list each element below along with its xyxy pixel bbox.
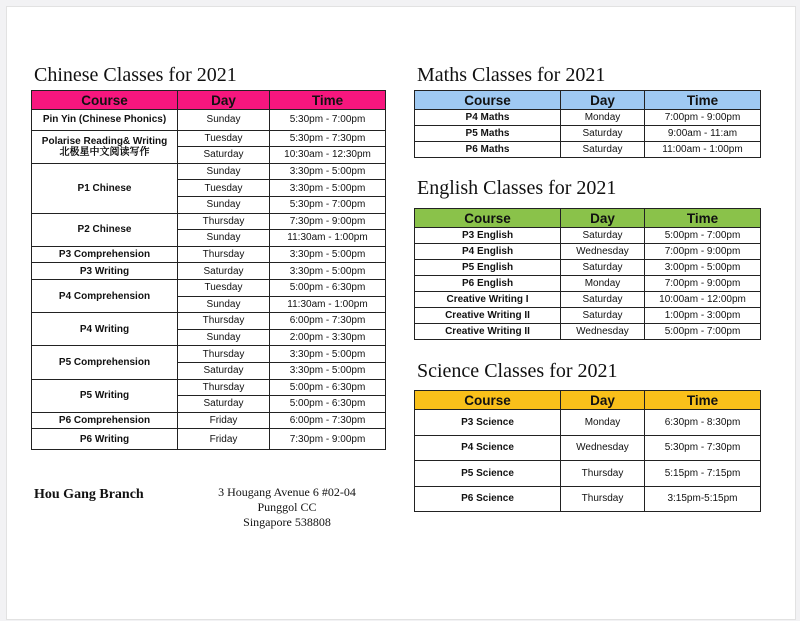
day-cell: Thursday bbox=[561, 461, 645, 487]
course-name-chinese: 北极星中文阅读写作 bbox=[59, 146, 150, 158]
time-cell: 3:30pm - 5:00pm bbox=[270, 263, 386, 280]
course-cell bbox=[32, 163, 178, 213]
course-cell: P4 Maths bbox=[415, 110, 561, 126]
time-cell: 3:30pm - 5:00pm bbox=[270, 362, 386, 379]
table-row bbox=[32, 130, 386, 147]
day-cell: Tuesday bbox=[178, 279, 270, 296]
table-row bbox=[415, 292, 761, 308]
course-cell bbox=[32, 279, 178, 312]
table-row bbox=[415, 244, 761, 260]
time-cell: 2:00pm - 3:30pm bbox=[270, 329, 386, 346]
table-row bbox=[32, 213, 386, 230]
day-header: Day bbox=[561, 209, 645, 228]
day-cell: Sunday bbox=[178, 163, 270, 180]
course-cell: P4 Science bbox=[415, 435, 561, 461]
table-row bbox=[32, 379, 386, 396]
day-cell: Saturday bbox=[561, 142, 645, 158]
course-cell bbox=[32, 412, 178, 429]
course-name: P4 Comprehension bbox=[58, 290, 151, 302]
day-header: Day bbox=[561, 91, 645, 110]
time-cell: 5:00pm - 7:00pm bbox=[645, 228, 761, 244]
course-cell bbox=[32, 263, 178, 280]
address-line: Punggol CC bbox=[257, 500, 317, 514]
course-cell: P5 Science bbox=[415, 461, 561, 487]
time-header: Time bbox=[270, 91, 386, 110]
course-cell bbox=[32, 213, 178, 246]
time-cell: 3:15pm-5:15pm bbox=[645, 486, 761, 512]
table-row bbox=[32, 110, 386, 131]
course-cell bbox=[32, 246, 178, 263]
table-row bbox=[415, 410, 761, 436]
course-cell bbox=[32, 379, 178, 412]
table-row bbox=[32, 346, 386, 363]
time-cell: 7:30pm - 9:00pm bbox=[270, 213, 386, 230]
day-cell: Thursday bbox=[178, 379, 270, 396]
time-cell: 11:00am - 1:00pm bbox=[645, 142, 761, 158]
course-cell: Creative Writing II bbox=[415, 308, 561, 324]
time-cell: 10:30am - 12:30pm bbox=[270, 147, 386, 164]
time-cell: 5:30pm - 7:30pm bbox=[645, 435, 761, 461]
time-cell: 7:00pm - 9:00pm bbox=[645, 110, 761, 126]
table-row bbox=[415, 435, 761, 461]
day-header: Day bbox=[178, 91, 270, 110]
day-cell: Sunday bbox=[178, 329, 270, 346]
time-cell: 3:30pm - 5:00pm bbox=[270, 163, 386, 180]
time-header: Time bbox=[645, 91, 761, 110]
time-cell: 5:00pm - 6:30pm bbox=[270, 279, 386, 296]
day-cell: Thursday bbox=[178, 346, 270, 363]
course-cell bbox=[32, 313, 178, 346]
course-cell: P6 Maths bbox=[415, 142, 561, 158]
course-name: Polarise Reading& Writing bbox=[41, 135, 168, 147]
day-cell: Saturday bbox=[561, 260, 645, 276]
header-row bbox=[415, 91, 761, 110]
time-cell: 6:00pm - 7:30pm bbox=[270, 313, 386, 330]
day-cell: Saturday bbox=[178, 147, 270, 164]
course-header: Course bbox=[415, 391, 561, 410]
branch-name: Hou Gang Branch bbox=[34, 487, 144, 502]
time-cell: 5:15pm - 7:15pm bbox=[645, 461, 761, 487]
day-cell: Sunday bbox=[178, 110, 270, 131]
day-cell: Thursday bbox=[178, 246, 270, 263]
timetable-page bbox=[6, 6, 796, 620]
day-cell: Sunday bbox=[178, 196, 270, 213]
course-header: Course bbox=[415, 209, 561, 228]
time-cell: 1:00pm - 3:00pm bbox=[645, 308, 761, 324]
course-name: P1 Chinese bbox=[77, 182, 132, 194]
time-cell: 6:00pm - 7:30pm bbox=[270, 412, 386, 429]
time-cell: 3:30pm - 5:00pm bbox=[270, 246, 386, 263]
time-cell: 3:30pm - 5:00pm bbox=[270, 346, 386, 363]
day-cell: Wednesday bbox=[561, 324, 645, 340]
day-cell: Saturday bbox=[561, 292, 645, 308]
chinese-table bbox=[31, 90, 386, 450]
time-header: Time bbox=[645, 209, 761, 228]
table-row bbox=[415, 110, 761, 126]
table-row bbox=[415, 260, 761, 276]
course-cell: P6 English bbox=[415, 276, 561, 292]
maths-table bbox=[414, 90, 761, 158]
day-cell: Monday bbox=[561, 110, 645, 126]
day-cell: Friday bbox=[178, 412, 270, 429]
table-row bbox=[32, 412, 386, 429]
table-row bbox=[415, 486, 761, 512]
time-cell: 9:00am - 11:am bbox=[645, 126, 761, 142]
day-cell: Thursday bbox=[178, 313, 270, 330]
course-name: P6 Writing bbox=[79, 433, 130, 445]
course-cell: P4 English bbox=[415, 244, 561, 260]
english-title: English Classes for 2021 bbox=[417, 177, 617, 199]
time-cell: 5:30pm - 7:30pm bbox=[270, 130, 386, 147]
course-cell bbox=[32, 130, 178, 163]
time-cell: 3:00pm - 5:00pm bbox=[645, 260, 761, 276]
day-cell: Saturday bbox=[178, 263, 270, 280]
time-cell: 7:00pm - 9:00pm bbox=[645, 276, 761, 292]
course-cell bbox=[32, 346, 178, 379]
table-row bbox=[32, 163, 386, 180]
day-cell: Monday bbox=[561, 276, 645, 292]
table-row bbox=[415, 126, 761, 142]
time-cell: 5:00pm - 6:30pm bbox=[270, 396, 386, 413]
header-row bbox=[415, 209, 761, 228]
science-title: Science Classes for 2021 bbox=[417, 360, 618, 382]
course-name: P5 Comprehension bbox=[58, 356, 151, 368]
course-header: Course bbox=[415, 91, 561, 110]
course-name: Pin Yin (Chinese Phonics) bbox=[42, 114, 167, 126]
day-cell: Saturday bbox=[178, 362, 270, 379]
course-name: P4 Writing bbox=[79, 323, 130, 335]
day-cell: Wednesday bbox=[561, 244, 645, 260]
table-row bbox=[32, 263, 386, 280]
course-name: P3 Writing bbox=[79, 265, 130, 277]
time-cell: 7:00pm - 9:00pm bbox=[645, 244, 761, 260]
table-row bbox=[32, 246, 386, 263]
course-cell: Creative Writing I bbox=[415, 292, 561, 308]
science-table bbox=[414, 390, 761, 512]
course-name: P3 Comprehension bbox=[58, 249, 151, 261]
day-cell: Monday bbox=[561, 410, 645, 436]
day-cell: Sunday bbox=[178, 296, 270, 313]
maths-title: Maths Classes for 2021 bbox=[417, 64, 606, 86]
course-name: P6 Comprehension bbox=[58, 414, 151, 426]
day-cell: Friday bbox=[178, 429, 270, 450]
time-cell: 5:00pm - 6:30pm bbox=[270, 379, 386, 396]
day-cell: Tuesday bbox=[178, 130, 270, 147]
course-cell: Creative Writing II bbox=[415, 324, 561, 340]
table-row bbox=[32, 279, 386, 296]
time-cell: 5:30pm - 7:00pm bbox=[270, 196, 386, 213]
course-cell: P6 Science bbox=[415, 486, 561, 512]
course-cell: P5 Maths bbox=[415, 126, 561, 142]
course-header: Course bbox=[32, 91, 178, 110]
day-cell: Saturday bbox=[561, 308, 645, 324]
day-cell: Sunday bbox=[178, 230, 270, 247]
table-row bbox=[415, 308, 761, 324]
course-cell bbox=[32, 429, 178, 450]
day-cell: Saturday bbox=[178, 396, 270, 413]
time-cell: 5:00pm - 7:00pm bbox=[645, 324, 761, 340]
course-name: P2 Chinese bbox=[77, 224, 132, 236]
day-header: Day bbox=[561, 391, 645, 410]
branch-address bbox=[207, 485, 367, 530]
time-cell: 7:30pm - 9:00pm bbox=[270, 429, 386, 450]
day-cell: Tuesday bbox=[178, 180, 270, 197]
header-row bbox=[415, 391, 761, 410]
course-name: P5 Writing bbox=[79, 390, 130, 402]
table-row bbox=[415, 324, 761, 340]
course-cell: P5 English bbox=[415, 260, 561, 276]
day-cell: Saturday bbox=[561, 126, 645, 142]
time-header: Time bbox=[645, 391, 761, 410]
english-table bbox=[414, 208, 761, 340]
table-row bbox=[415, 228, 761, 244]
time-cell: 5:30pm - 7:00pm bbox=[270, 110, 386, 131]
time-cell: 10:00am - 12:00pm bbox=[645, 292, 761, 308]
course-cell: P3 English bbox=[415, 228, 561, 244]
table-row bbox=[32, 313, 386, 330]
time-cell: 11:30am - 1:00pm bbox=[270, 230, 386, 247]
address-line: Singapore 538808 bbox=[243, 515, 331, 529]
day-cell: Thursday bbox=[178, 213, 270, 230]
table-row bbox=[415, 142, 761, 158]
time-cell: 11:30am - 1:00pm bbox=[270, 296, 386, 313]
day-cell: Wednesday bbox=[561, 435, 645, 461]
time-cell: 6:30pm - 8:30pm bbox=[645, 410, 761, 436]
day-cell: Saturday bbox=[561, 228, 645, 244]
chinese-title: Chinese Classes for 2021 bbox=[34, 64, 237, 86]
header-row bbox=[32, 91, 386, 110]
table-row bbox=[32, 429, 386, 450]
day-cell: Thursday bbox=[561, 486, 645, 512]
course-cell: P3 Science bbox=[415, 410, 561, 436]
address-line: 3 Hougang Avenue 6 #02-04 bbox=[218, 485, 356, 499]
table-row bbox=[415, 276, 761, 292]
table-row bbox=[415, 461, 761, 487]
course-cell bbox=[32, 110, 178, 131]
time-cell: 3:30pm - 5:00pm bbox=[270, 180, 386, 197]
